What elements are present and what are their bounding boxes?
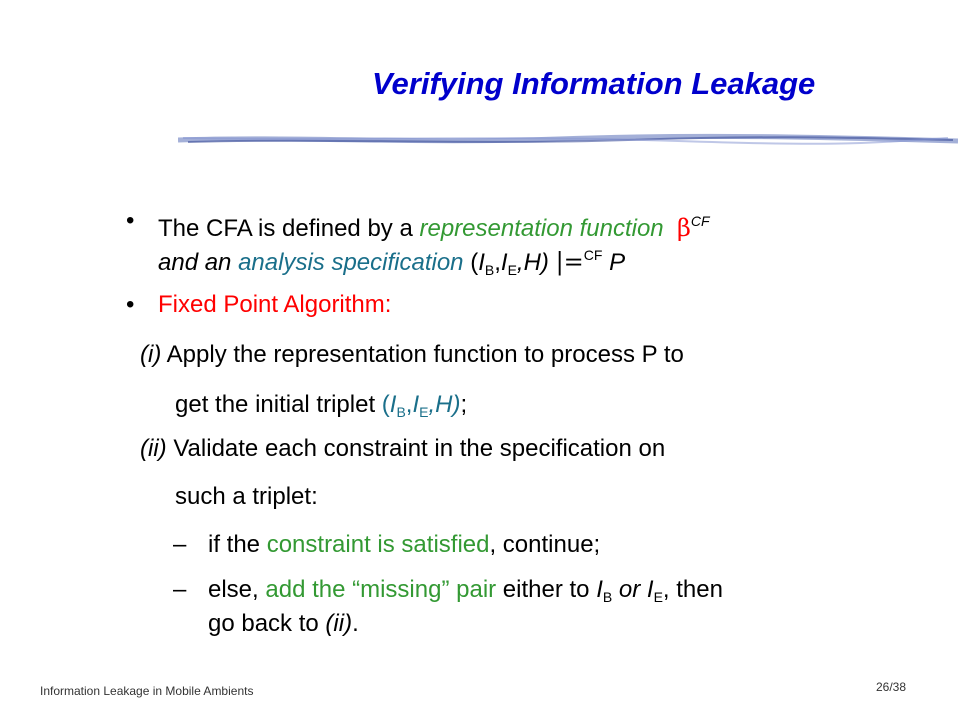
var-i: I (412, 391, 420, 418)
constraint-satisfied-term: constraint is satisfied (266, 531, 490, 558)
dash-marker: – (173, 576, 187, 603)
page-number: 26/38 (876, 680, 907, 694)
text: Validate each constraint in the specification on (166, 435, 666, 462)
sub-item-satisfied (208, 530, 600, 560)
bullet-cfa-line1 (158, 206, 710, 244)
text: The CFA is defined by a (158, 215, 420, 242)
text: , (405, 391, 413, 418)
var-i: I (596, 576, 603, 603)
slide-title: Verifying Information Leakage (372, 66, 816, 101)
representation-function-term: representation function (419, 215, 664, 242)
beta-symbol: β (677, 214, 691, 242)
footer-title: Information Leakage in Mobile Ambients (40, 684, 254, 698)
text: ( (381, 391, 390, 418)
cf-superscript: CF (690, 213, 710, 229)
bullet-fixed-point: Fixed Point Algorithm: (158, 291, 392, 318)
var-i: I (500, 249, 508, 276)
step-i-line1 (140, 340, 684, 370)
text: go back to (208, 610, 326, 637)
models-symbol: |= (555, 248, 584, 276)
step-label: (i) (140, 341, 162, 368)
triplet (382, 391, 461, 418)
text: ; (460, 391, 468, 418)
analysis-specification-term: analysis specification (238, 249, 464, 276)
bullet-marker: • (126, 207, 135, 234)
sub-b: B (396, 404, 406, 420)
step-label: (ii) (140, 435, 167, 462)
text: . (352, 610, 359, 637)
step-ii-line2: such a triplet: (175, 483, 318, 510)
text: ,H) (428, 391, 461, 418)
var-i: I (389, 391, 397, 418)
sub-e: E (507, 262, 517, 278)
text: or (612, 576, 647, 603)
sub-item-else-line1 (208, 575, 723, 612)
var-i: I (646, 576, 654, 603)
step-ii-line1 (140, 434, 665, 464)
sub-item-else-line2 (208, 609, 359, 639)
var-i: I (478, 249, 485, 276)
text: and an (158, 249, 239, 276)
text: , (494, 249, 501, 276)
text: , then (662, 576, 723, 603)
text: , continue; (489, 531, 601, 558)
text: ,H) (516, 249, 556, 276)
dash-marker: – (173, 531, 187, 558)
bullet-cfa-line2 (158, 240, 625, 285)
title-underline (178, 132, 958, 148)
cf-superscript: CF (583, 247, 603, 263)
sub-e: E (419, 404, 429, 420)
text: ( (463, 249, 479, 276)
sub-b: B (602, 589, 613, 605)
text: P (602, 249, 626, 276)
missing-pair-term: add the “missing” pair (265, 576, 497, 603)
text: if the (208, 531, 267, 558)
text: either to (496, 576, 597, 603)
text: get the initial triplet (175, 391, 382, 418)
bullet-marker: • (126, 291, 135, 318)
text: else, (208, 576, 266, 603)
sub-b: B (484, 262, 495, 278)
step-i-line2 (175, 390, 467, 427)
step-ref: (ii) (325, 610, 353, 637)
sub-e: E (653, 589, 663, 605)
text: Apply the representation function to process P to (161, 341, 684, 368)
